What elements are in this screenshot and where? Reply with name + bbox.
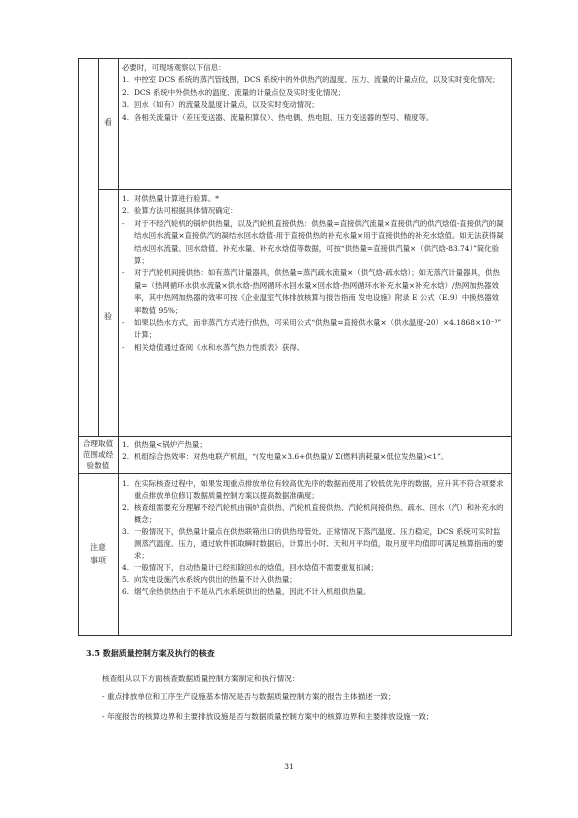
list-item: 1. 中控室 DCS 系统的蒸汽管线图，DCS 系统中的外供热汽的温度、压力、流量的计量点位，以及实时变化情况； (122, 75, 500, 85)
list-item: - 如果以热水方式，而非蒸汽方式进行供热，可采用公式“供热量=直接供水量×（供水温度-20）×4.1868×10⁻³” 计算； (122, 318, 502, 340)
col-divider-outer (118, 58, 119, 436)
list-item: 2. 验算方法可根据具体情况确定： (122, 206, 238, 216)
range-cell (122, 439, 506, 462)
list-item: - 对于汽轮机间接供热：如有蒸汽计量器具，供热量=蒸汽疏水流量×（供气焓-疏水焓）；如无蒸汽计量器具，供热量=（热网循环水供水流量×供水焓-热网循环水回水量×回水焓-热网循环水补充水量×补充水焓）/热网加热器效率，其中热网加热器的效率可按《企业温室气体排放核算与报告指南 发电设施》附录 E 公式（E.9）中换热器效率数值 95%； (122, 268, 500, 315)
body-paragraph: - 年度报告的核算边界和主要排放设施是否与数据质量控制方案中的核算边界和主要排放设施一致； (102, 712, 434, 721)
body-paragraph: - 重点排放单位和工序生产设施基本情况是否与数据质量控制方案的报告主体描述一致； (102, 692, 396, 701)
body-paragraph: 核查组从以下方面核查数据质量控制方案制定和执行情况： (102, 674, 300, 683)
col-divider-main (118, 436, 119, 636)
look-cell (122, 62, 506, 124)
label-look: 看 (104, 118, 112, 127)
list-item: 1. 对供热量计算进行验算。* (122, 194, 219, 203)
section-heading: 3.5 数据质量控制方案及执行的核查 (86, 648, 215, 658)
list-item: 1. 供热量<锅炉产热量； (122, 440, 207, 449)
list-item: 6. 烟气余热供热由于不是从汽水系统供出的热量，因此不计入机组供热量。 (122, 587, 371, 596)
page-number: 31 (284, 762, 294, 771)
list-item: 4. 一般情况下，自动热量计已经扣除回水的焓值，回水焓值不需要重复扣减； (122, 563, 378, 572)
notes-cell (122, 478, 506, 598)
label-check: 验 (104, 312, 112, 321)
list-item: 5. 向发电设施汽水系统内供出的热量不计入供热量； (122, 575, 297, 584)
col-divider-label (98, 58, 99, 436)
list-item: 3. 回水（如有）的流量及温度计量点，以及实时变动情况； (122, 100, 319, 110)
list-item: 4. 各相关流量计（差压变送器、流量积算仪）、热电偶、热电阻、压力变送器的型号、精度等。 (122, 112, 434, 122)
list-item: - 相关焓值通过查阅《水和水蒸气热力性质表》获得。 (122, 342, 304, 352)
list-item: 2. DCS 系统中外供热水的温度、流量的计量点位及实时变化情况； (122, 87, 346, 97)
row-divider-2 (78, 436, 512, 437)
row-divider-3 (78, 473, 512, 474)
row-divider-1 (98, 189, 512, 190)
list-item: - 对于不经汽轮机的锅炉供热量，以及汽轮机直接供热：供热量=直接供汽流量×直接供汽的供汽焓值-直接供汽的凝结水回水流量×直接供汽的凝结水回水焓值-用于直接供热的补充水量×用于直接供热的补充水焓值。如无法获得凝结水回水流量、回水焓值、补充水量、补充水焓值等数据，可按“供热量=直接供汽量×（供汽焓-83.74）”简化验算； (122, 218, 504, 266)
list-item: 1. 在实际核查过程中，如果发现重点排放单位有较高优先序的数据而使用了较低优先序的数据，应升其不符合项要求重点排放单位修订数据质量控制方案以提高数据准确度； (122, 479, 504, 500)
label-reasonable-range: 合理取值 范围或经 验数值 (82, 439, 114, 470)
label-notes: 注意 事项 (90, 543, 106, 565)
check-cell (122, 193, 506, 354)
list-item: 2. 核查组需要充分理解不经汽轮机由锅炉直供热、汽轮机直接供热、汽轮机间接供热、疏水、回水（汽）和补充水的概念； (122, 503, 504, 524)
list-item: 2. 机组综合热效率：对热电联产机组，“(发电量×3.6+供热量)/ Σ(燃料消耗量×低位发热量)<1”。 (122, 451, 449, 461)
list-item: 3. 一般情况下，供热量计量点在供热联箱出口的供热母管处。正常情况下蒸汽温度、压力稳定，DCS 系统可实时监测蒸汽温度、压力，通过软件抓取瞬时数据后，计算出小时、天和月平均值，取月度平均值即可满足核算指南的要求； (122, 527, 504, 560)
look-intro: 必要时，可现场观察以下信息： (122, 63, 226, 72)
